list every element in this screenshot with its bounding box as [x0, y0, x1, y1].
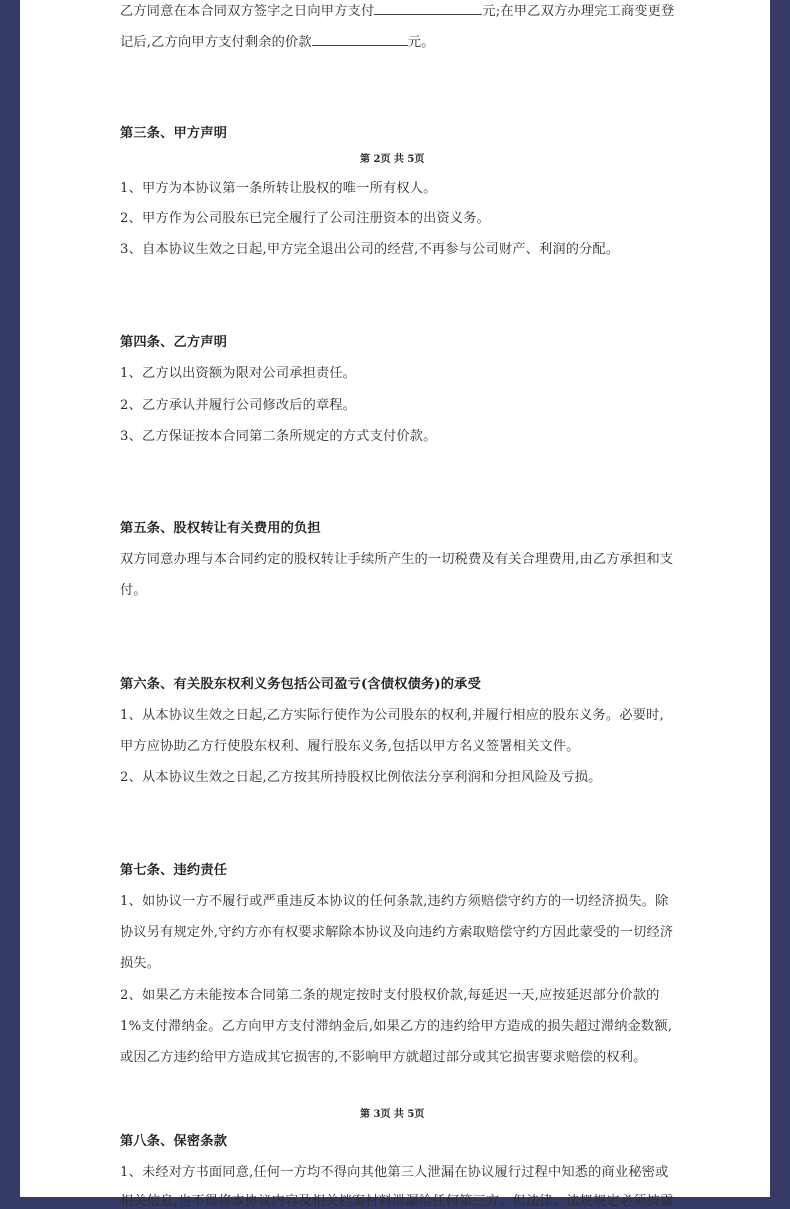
article-6-line-3: 2、从本协议生效之日起,乙方按其所持股权比例依法分享利润和分担风险及亏损。	[120, 770, 602, 785]
article-7-line-2: 协议另有规定外,守约方亦有权要求解除本协议及向违约方索取赔偿守约方因此蒙受的一切经济	[120, 925, 674, 940]
article-7-line-5: 1%支付滞纳金。乙方向甲方支付滞纳金后,如果乙方的违约给甲方造成的损失超过滞纳金数额,	[120, 1019, 673, 1034]
article-4-item-1: 1、乙方以出资额为限对公司承担责任。	[120, 366, 357, 381]
article-4-item-2: 2、乙方承认并履行公司修改后的章程。	[120, 398, 357, 413]
payment-text-1b: 元;在甲乙双方办理完工商变更登	[482, 4, 675, 19]
article-6-title: 第六条、有关股东权利义务包括公司盈亏(含债权债务)的承受	[120, 677, 481, 692]
amount-blank-1	[374, 2, 482, 15]
page-footer-2: 第 2页 共 5页	[360, 154, 425, 165]
article-7-line-6: 或因乙方违约给甲方造成其它损害的,不影响甲方就超过部分或其它损害要求赔偿的权利。	[120, 1050, 647, 1065]
article-7-title: 第七条、违约责任	[120, 863, 228, 878]
payment-line-2	[120, 31, 435, 50]
article-4-title: 第四条、乙方声明	[120, 335, 228, 350]
amount-blank-2	[312, 33, 408, 46]
payment-text-2b: 元。	[407, 35, 435, 50]
document-page	[20, 0, 770, 1209]
article-3-item-2: 2、甲方作为公司股东已完全履行了公司注册资本的出资义务。	[120, 211, 491, 226]
payment-text-1a: 乙方同意在本合同双方签字之日向甲方支付	[120, 4, 375, 19]
article-3-item-1: 1、甲方为本协议第一条所转让股权的唯一所有权人。	[120, 181, 437, 196]
article-7-line-1: 1、如协议一方不履行或严重违反本协议的任何条款,违约方须赔偿守约方的一切经济损失。除	[120, 894, 669, 909]
article-8-line-1: 1、未经对方书面同意,任何一方均不得向其他第三人泄漏在协议履行过程中知悉的商业秘密或	[120, 1165, 669, 1180]
article-5-line-1: 双方同意办理与本合同约定的股权转让手续所产生的一切税费及有关合理费用,由乙方承担和支	[120, 552, 674, 567]
payment-line-1	[120, 0, 674, 19]
article-7-line-3: 损失。	[120, 956, 161, 971]
article-8-line-2: 相关信息,也不得将本协议内容及相关档案材料泄漏给任何第三方。但法律、法规规定必须披露	[120, 1194, 674, 1209]
page-footer-3: 第 3页 共 5页	[360, 1109, 425, 1120]
payment-text-2a: 记后,乙方向甲方支付剩余的价款	[120, 35, 312, 50]
article-7-line-4: 2、如果乙方未能按本合同第二条的规定按时支付股权价款,每延迟一天,应按延迟部分价款的	[120, 988, 660, 1003]
article-6-line-2: 甲方应协助乙方行使股东权利、履行股东义务,包括以甲方名义签署相关文件。	[120, 739, 580, 754]
article-5-line-2: 付。	[120, 583, 147, 598]
article-5-title: 第五条、股权转让有关费用的负担	[120, 521, 321, 536]
article-3-item-3: 3、自本协议生效之日起,甲方完全退出公司的经营,不再参与公司财产、利润的分配。	[120, 242, 620, 257]
article-3-title: 第三条、甲方声明	[120, 126, 228, 141]
article-4-item-3: 3、乙方保证按本合同第二条所规定的方式支付价款。	[120, 429, 437, 444]
article-8-title: 第八条、保密条款	[120, 1134, 228, 1149]
article-6-line-1: 1、从本协议生效之日起,乙方实际行使作为公司股东的权利,并履行相应的股东义务。必要时,	[120, 708, 664, 723]
